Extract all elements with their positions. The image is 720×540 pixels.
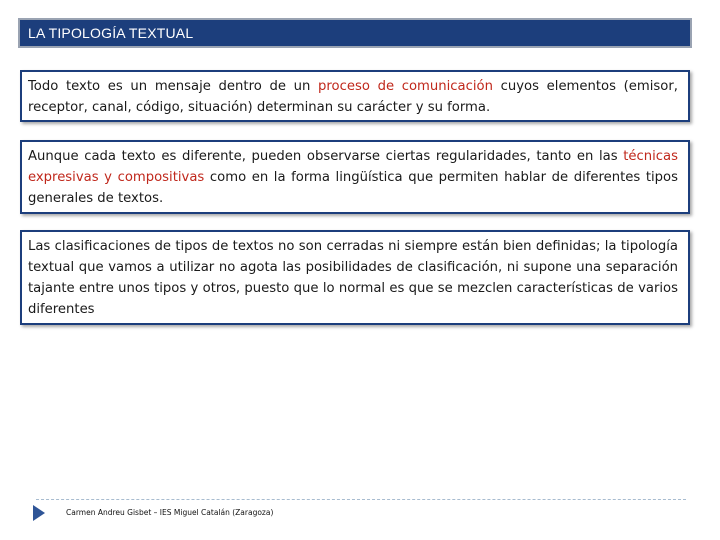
triangle-right-icon (33, 505, 45, 521)
paragraph-box-communication (20, 70, 690, 122)
p2-text-before: Aunque cada texto es diferente, pueden observarse ciertas regularidades, tanto en las (28, 149, 624, 164)
p2-highlight: técnicas expresivas y compositivas (28, 149, 678, 185)
p2-text-after: como en la forma lingüística que permiten hablar de diferentes tipos generales de textos. (28, 170, 678, 206)
footer-credit: Carmen Andreu Gisbet – IES Miguel Catalán (Zaragoza) (66, 508, 274, 517)
footer-divider (36, 499, 686, 500)
slide-title: LA TIPOLOGÍA TEXTUAL (18, 18, 692, 48)
p1-text-after: cuyos elementos (emisor, receptor, canal, código, situación) determinan su carácter y su forma. (28, 79, 678, 115)
p3-text: Las clasificaciones de tipos de textos no son cerradas ni siempre están bien definidas; la tipología textual que vamos a utilizar no agota las posibilidades de clasificación, ni supone una separación tajante entre unos tipos y otros, puesto que lo normal es que se mezclen características de varios diferentes (28, 239, 678, 317)
paragraph-box-classifications (20, 230, 690, 325)
p1-highlight: proceso de comunicación (318, 79, 493, 94)
p1-text-before: Todo texto es un mensaje dentro de un (28, 79, 319, 94)
paragraph-box-regularities (20, 140, 690, 214)
